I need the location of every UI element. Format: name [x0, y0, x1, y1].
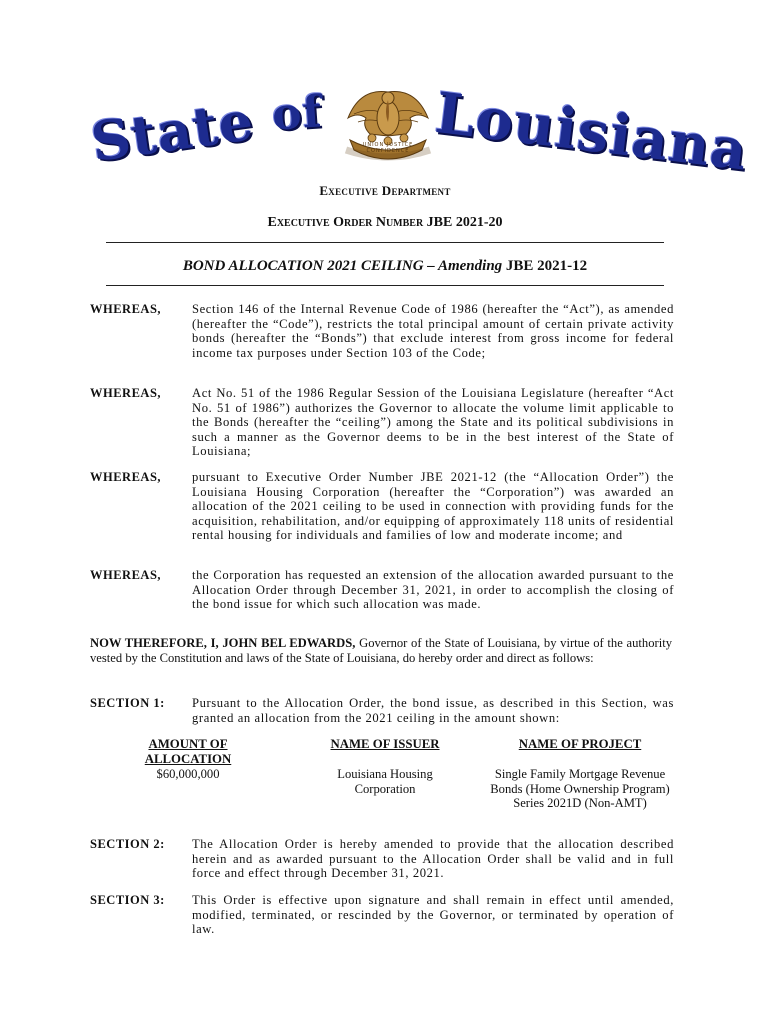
- table-header-issuer: NAME OF ISSUER: [330, 737, 440, 751]
- section-text: Pursuant to the Allocation Order, the bond issue, as described in this Section, was granted an allocation from the 2021 ceiling in the amount shown:: [192, 696, 674, 725]
- letterhead-word-louisiana: Louisiana: [431, 80, 752, 184]
- section-text: This Order is effective upon signature and shall remain in effect until amended, modified, terminated, or rescinded by the Governor, or terminated by operation of law.: [192, 893, 674, 937]
- section-label: SECTION 1:: [90, 696, 165, 710]
- order-number-heading: [0, 215, 770, 231]
- table-header-project: NAME OF PROJECT: [518, 737, 642, 751]
- whereas-text: Section 146 of the Internal Revenue Code of 1986 (hereafter the “Act”), as amended (hereafter the “Code”), restricts the total principal amount of certain private activity bonds (hereafter the “Bonds”) that exclude interest from gross income for federal income tax purposes under Section 103 of the Code;: [192, 302, 674, 360]
- now-therefore-lead: NOW THEREFORE, I, JOHN BEL EDWARDS,: [90, 636, 356, 650]
- whereas-label: WHEREAS,: [90, 470, 162, 484]
- table-header-amount: AMOUNT OF ALLOCATION: [144, 737, 232, 766]
- letterhead-word-of: of: [270, 86, 324, 141]
- order-title-italic: BOND ALLOCATION 2021 CEILING – Amending: [182, 258, 503, 274]
- now-therefore-text: Governor of the State of Louisiana, by virtue of the authority vested by the Constitution and laws of the State of Louisiana, do hereby order and direct as follows:: [90, 636, 672, 665]
- whereas-label: WHEREAS,: [90, 386, 162, 400]
- table-cell-issuer: Louisiana Housing Corporation: [337, 767, 433, 796]
- table-cell-amount: $60,000,000: [156, 767, 220, 781]
- whereas-text: Act No. 51 of the 1986 Regular Session of the Louisiana Legislature (hereafter “Act No. 51 of 1986”) authorizes the Governor to allocate the volume limit applicable to the Bonds (hereafter the “ceiling”) among the State and its political subdivisions in such a manner as the Governor deems to be in the best interest of the State of Louisiana;: [192, 386, 674, 459]
- whereas-text: pursuant to Executive Order Number JBE 2021-12 (the “Allocation Order”) the Louisiana Housing Corporation (hereafter the “Corporation”) was awarded an allocation of the 2021 ceiling to be used in connection with providing funds for the acquisition, rehabilitation, and/or equipping of approximately 118 units of residential rental housing for individuals and families of low and moderate income; and: [192, 470, 674, 543]
- whereas-label: WHEREAS,: [90, 302, 162, 316]
- pelican-seal-icon: [340, 78, 436, 168]
- section-label: SECTION 2:: [90, 837, 165, 851]
- order-number: JBE 2021-20: [426, 215, 503, 230]
- section-label: SECTION 3:: [90, 893, 165, 907]
- whereas-text: the Corporation has requested an extension of the allocation awarded pursuant to the Allocation Order through December 31, 2021, in order to accomplish the closing of the bond issue for which such allocation was made.: [192, 568, 674, 612]
- divider-top: [106, 242, 664, 243]
- table-cell-project: Single Family Mortgage Revenue Bonds (Home Ownership Program) Series 2021D (Non-AMT): [490, 767, 670, 811]
- now-therefore-paragraph: [90, 636, 672, 665]
- order-title: [0, 258, 770, 275]
- order-number-prefix: Executive Order Number: [267, 215, 424, 230]
- order-title-reference: JBE 2021-12: [505, 258, 588, 274]
- seal-motto: UNION JUSTICE CONFIDENCE: [362, 142, 414, 154]
- whereas-label: WHEREAS,: [90, 568, 162, 582]
- divider-bottom: [106, 285, 664, 286]
- letterhead-word-state: State: [87, 87, 258, 174]
- letterhead: [0, 60, 770, 184]
- department-heading: Executive Department: [319, 183, 451, 198]
- section-text: The Allocation Order is hereby amended to provide that the allocation described herein and as awarded pursuant to the Allocation Order shall be valid and in full force and effect through December 31, 2021.: [192, 837, 674, 881]
